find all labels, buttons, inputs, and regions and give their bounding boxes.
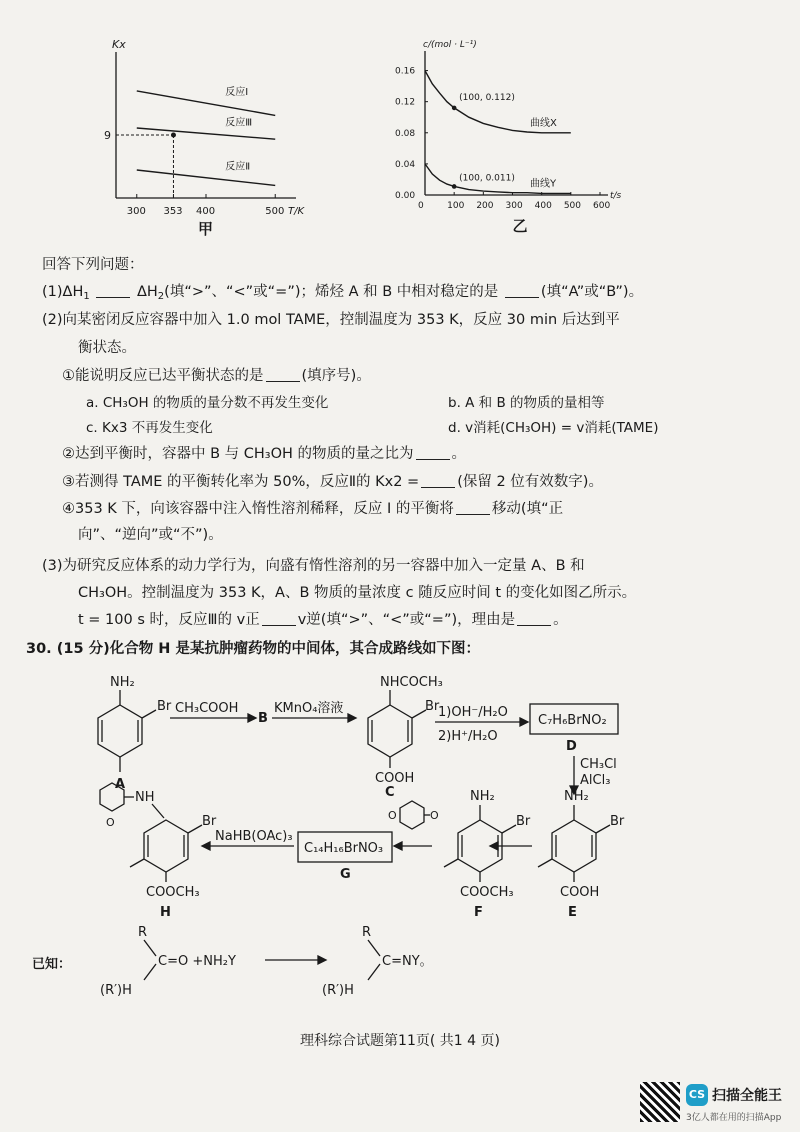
point-annotation: (100, 0.112)	[459, 92, 515, 103]
x-tick-label: 500	[265, 206, 285, 217]
series-label: 反应Ⅰ	[225, 87, 249, 99]
svg-text:D: D	[566, 739, 577, 754]
y-tick-label: 0.12	[395, 97, 416, 108]
svg-text:E: E	[568, 905, 577, 920]
svg-text:COOCH₃: COOCH₃	[146, 885, 200, 900]
q2-sub4: ④353 K 下，向该容器中注入惰性溶剂稀释，反应 Ⅰ 的平衡将 移动(填“正	[62, 501, 564, 517]
molecule-a	[98, 675, 172, 792]
svg-text:O: O	[388, 809, 397, 822]
molecule-h	[100, 783, 217, 920]
y-tick-label: 0.04	[395, 159, 416, 170]
chart-caption: 甲	[198, 220, 214, 238]
intro-text: 回答下列问题：	[42, 257, 144, 273]
svg-text:Br: Br	[157, 699, 172, 714]
svg-text:F: F	[474, 905, 483, 920]
option-a: a. CH₃OH 的物质的量分数不再发生变化	[86, 395, 329, 411]
series-line	[137, 170, 275, 185]
molecule-c	[368, 675, 443, 800]
marked-point	[171, 133, 176, 138]
q3-line3: t = 100 s 时，反应Ⅲ的 v正 v逆(填“>”、“<”或“=”)，理由是 。	[78, 612, 568, 628]
point-annotation: (100, 0.011)	[459, 173, 515, 184]
y-tick-label: 0.08	[395, 128, 416, 139]
svg-text:Br: Br	[202, 814, 217, 829]
y-tick-label: 9	[104, 129, 111, 142]
cs-logo-icon: CS	[686, 1084, 708, 1106]
svg-text:CH₃Cl: CH₃Cl	[580, 757, 617, 772]
answer-blank[interactable]	[421, 473, 455, 488]
y-axis-label: Kx	[112, 38, 126, 51]
series-label: 反应Ⅱ	[225, 161, 251, 173]
svg-text:1)OH⁻/H₂O: 1)OH⁻/H₂O	[438, 705, 508, 720]
svg-text:Br: Br	[425, 699, 440, 714]
x-tick-label: 300	[126, 206, 146, 217]
svg-text:Br: Br	[610, 814, 625, 829]
svg-text:C=O +NH₂Y: C=O +NH₂Y	[158, 954, 236, 969]
svg-text:COOH: COOH	[375, 771, 415, 786]
series-label: 反应Ⅲ	[225, 117, 253, 129]
svg-text:NHCOCH₃: NHCOCH₃	[380, 675, 443, 690]
option-b: b. A 和 B 的物质的量相等	[448, 395, 605, 411]
svg-text:B: B	[258, 711, 268, 726]
answer-blank[interactable]	[456, 500, 490, 515]
svg-text:NH₂: NH₂	[564, 789, 589, 804]
answer-blank[interactable]	[262, 611, 296, 626]
page-footer: 理科综合试题第11页( 共1 4 页)	[300, 1033, 500, 1049]
svg-text:O: O	[430, 809, 439, 822]
svg-text:(R′)H: (R′)H	[322, 983, 354, 998]
x-tick-label: 200	[476, 201, 494, 211]
answer-blank[interactable]	[96, 283, 130, 298]
svg-text:KMnO₄溶液: KMnO₄溶液	[274, 701, 344, 716]
brand-name: 扫描全能王	[712, 1088, 782, 1104]
q1-line: $(1)\Delta H_1$ $\Delta H_2$(填“>”、“<”或“=”)；烯烃 A 和 B 中相对稳定的是 (填“A”或“B”)。	[42, 284, 644, 302]
q2-line2: 衡状态。	[78, 340, 136, 356]
series-label: 曲线Y	[530, 178, 557, 190]
x-tick-label: 400	[534, 201, 552, 211]
y-tick-label: 0.16	[395, 66, 416, 77]
x-tick-label: 100	[447, 201, 465, 211]
q2-sub2: ②达到平衡时，容器中 B 与 CH₃OH 的物质的量之比为 。	[62, 446, 467, 462]
molecule-e	[538, 789, 625, 920]
chart-yi	[385, 40, 622, 236]
x-axis-label: t/s	[610, 191, 622, 201]
svg-text:已知：: 已知：	[32, 957, 72, 972]
svg-text:G: G	[340, 867, 351, 882]
x-tick-label: 0	[418, 201, 424, 211]
annotated-point	[452, 106, 457, 111]
svg-text:NH₂: NH₂	[470, 789, 495, 804]
x-tick-label: 353	[163, 206, 183, 217]
svg-text:NH: NH	[135, 790, 155, 805]
known-reaction	[32, 925, 433, 998]
q2-sub1: ①能说明反应已达平衡状态的是 (填序号)。	[62, 368, 371, 384]
series-line	[137, 91, 275, 116]
option-d: d. v消耗(CH₃OH) = v消耗(TAME)	[448, 420, 659, 436]
svg-text:NH₂: NH₂	[110, 675, 135, 690]
molecule-f	[444, 789, 531, 920]
question-30-title: 30. (15 分)化合物 H 是某抗肿瘤药物的中间体，其合成路线如下图：	[26, 641, 480, 657]
svg-text:NaHB(OAc)₃: NaHB(OAc)₃	[215, 829, 293, 844]
x-tick-label: 400	[196, 206, 216, 217]
svg-text:Br: Br	[516, 814, 531, 829]
option-c: c. Kx3 不再发生变化	[86, 420, 213, 436]
svg-text:C₁₄H₁₆BrNO₃: C₁₄H₁₆BrNO₃	[304, 841, 384, 856]
q3-line1: (3)为研究反应体系的动力学行为，向盛有惰性溶剂的另一容器中加入一定量 A、B 和	[42, 558, 585, 574]
svg-text:2)H⁺/H₂O: 2)H⁺/H₂O	[438, 729, 498, 744]
chart-caption: 乙	[512, 217, 528, 235]
q2-line1: (2)向某密闭反应容器中加入 1.0 mol TAME，控制温度为 353 K，反应 30 min 后达到平	[42, 312, 620, 328]
q2-sub3: ③若测得 TAME 的平衡转化率为 50%，反应Ⅱ的 Kx2 = (保留 2 位有效数字)。	[62, 474, 603, 490]
svg-text:R: R	[362, 925, 372, 940]
answer-blank[interactable]	[416, 445, 450, 460]
svg-text:C₇H₆BrNO₂: C₇H₆BrNO₂	[538, 713, 607, 728]
svg-text:H: H	[160, 905, 171, 920]
series-line	[137, 128, 275, 139]
answer-blank[interactable]	[517, 611, 551, 626]
svg-text:AlCl₃: AlCl₃	[580, 773, 611, 788]
y-axis-label: c/(mol · L⁻¹)	[423, 40, 477, 50]
x-tick-label: 600	[593, 201, 611, 211]
svg-text:R: R	[138, 925, 148, 940]
svg-text:COOCH₃: COOCH₃	[460, 885, 514, 900]
q2-sub4-cont: 向”、“逆向”或“不”)。	[78, 527, 223, 543]
y-tick-label: 0.00	[395, 191, 416, 201]
svg-text:A: A	[115, 777, 126, 792]
annotated-point	[452, 184, 457, 189]
svg-text:C: C	[385, 785, 395, 800]
x-tick-label: 300	[505, 201, 523, 211]
x-axis-label: T/K	[288, 206, 305, 217]
q3-line2: CH₃OH。控制温度为 353 K，A、B 物质的量浓度 c 随反应时间 t 的变化如图乙所示。	[78, 585, 637, 601]
svg-text:CH₃COOH: CH₃COOH	[175, 701, 239, 716]
qr-code-icon	[640, 1082, 680, 1122]
synthesis-scheme	[32, 660, 720, 1020]
chart-jia	[90, 38, 320, 238]
svg-text:COOH: COOH	[560, 885, 600, 900]
series-label: 曲线X	[530, 117, 557, 129]
x-tick-label: 500	[563, 201, 582, 211]
svg-text:(R′)H: (R′)H	[100, 983, 132, 998]
answer-blank[interactable]	[266, 367, 300, 382]
brand-slogan: 3亿人都在用的扫描App	[686, 1113, 782, 1123]
svg-text:C=NY。: C=NY。	[382, 954, 433, 969]
svg-text:O: O	[106, 816, 115, 829]
scanner-watermark	[640, 1080, 790, 1126]
answer-blank[interactable]	[505, 283, 539, 298]
